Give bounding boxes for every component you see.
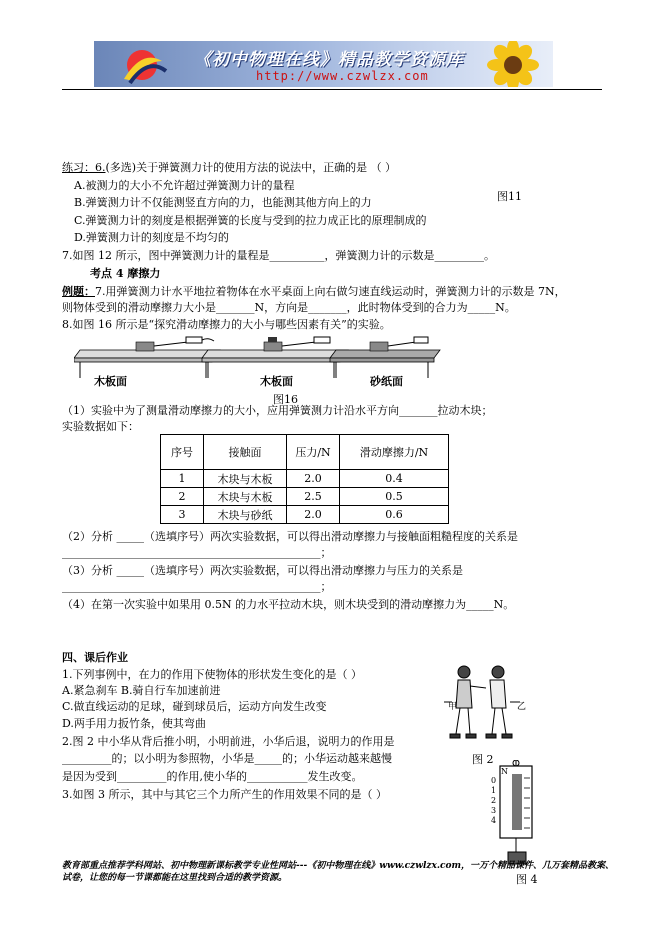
table-header: 序号 <box>161 435 204 470</box>
scale-tick-0: 0 <box>491 776 497 785</box>
homework-q2-line-1: 2.图 2 中小华从背后推小明，小明前进，小华后退，说明力的作用是 <box>62 735 395 748</box>
homework-q1: 1.下列事例中，在力的作用下使物体的形状发生变化的是（ ） <box>62 668 362 681</box>
exercise-q6 <box>62 161 396 174</box>
table-row <box>161 470 449 488</box>
header-banner <box>94 41 553 87</box>
q6-option-b: B.弹簧测力计不仅能测竖直方向的力，也能测其他方向上的力 <box>74 196 372 209</box>
figure-16-label-2: 木板面 <box>260 375 293 388</box>
homework-q1-d: D.两手用力扳竹条，使其弯曲 <box>62 717 206 730</box>
sub-question-2-blank: _______________________________________________； <box>62 546 332 559</box>
homework-q1-c: C.做直线运动的足球，碰到球员后，运动方向发生改变 <box>62 700 327 713</box>
example-label: 例题： <box>62 285 95 298</box>
sub-question-3-blank: _______________________________________________； <box>62 580 332 593</box>
q6-option-c: C.弹簧测力计的刻度是根据弹簧的长度与受到的拉力成正比的原理制成的 <box>74 214 427 227</box>
example-line-1 <box>62 285 566 298</box>
homework-q3: 3.如图 3 所示，其中与其它三个力所产生的作用效果不同的是（ ） <box>62 788 387 801</box>
table-cell: 木块与木板 <box>204 488 287 506</box>
site-logo-icon <box>112 41 172 87</box>
q6-option-d: D.弹簧测力计的刻度是不均匀的 <box>74 231 229 244</box>
scale-tick-3: 3 <box>491 806 497 815</box>
sunflower-icon <box>479 41 549 87</box>
figure-4-caption: 图 4 <box>516 873 538 886</box>
data-intro: 实验数据如下： <box>62 420 139 433</box>
table-header: 接触面 <box>204 435 287 470</box>
table-header: 滑动摩擦力/N <box>340 435 449 470</box>
table-cell: 0.4 <box>340 470 449 488</box>
table-cell: 0.5 <box>340 488 449 506</box>
figure-2-label-yi: 乙 <box>517 702 527 712</box>
scale-tick-4: 4 <box>491 816 497 825</box>
homework-q1-ab: A.紧急刹车 B.骑自行车加速前进 <box>62 684 221 697</box>
table-cell: 0.6 <box>340 506 449 524</box>
figure-16-caption: 图16 <box>273 393 298 406</box>
homework-q2-line-2: _________的；以小明为参照物，小华是_____的；小华运动越来越慢 <box>62 752 392 765</box>
example-text-1: 7.用弹簧测力计水平地拉着物体在水平桌面上向右做匀速直线运动时，弹簧测力计的示数是 7N， <box>95 285 566 298</box>
table-cell: 2.5 <box>287 488 340 506</box>
section-4-title: 考点 4 摩擦力 <box>90 267 161 280</box>
table-row <box>161 506 449 524</box>
homework-title: 四、课后作业 <box>62 651 128 664</box>
table-header-row <box>161 435 449 470</box>
table-cell: 3 <box>161 506 204 524</box>
sub-question-3: （3）分析 _____（选填序号）两次实验数据，可以得出滑动摩擦力与压力的关系是 <box>62 564 463 577</box>
exercise-q7: 7.如图 12 所示，图中弹簧测力计的量程是__________，弹簧测力计的示数是_________。 <box>62 249 495 262</box>
sub-question-4: （4）在第一次实验中如果用 0.5N 的力水平拉动木块，则木块受到的滑动摩擦力为_____N。 <box>62 598 515 611</box>
table-cell: 木块与木板 <box>204 470 287 488</box>
figure-16-label-3: 砂纸面 <box>370 375 403 388</box>
table-cell: 1 <box>161 470 204 488</box>
experiment-data-table <box>160 434 449 524</box>
figure-2-caption: 图 2 <box>472 753 494 766</box>
figure-16-label-1: 木板面 <box>94 375 127 388</box>
banner-title: 《初中物理在线》精品教学资源库 <box>194 50 464 70</box>
table-cell: 2 <box>161 488 204 506</box>
exercise-q6-text: (多选)关于弹簧测力计的使用方法的说法中，正确的是 （ ） <box>105 161 397 174</box>
question-8: 8.如图 16 所示是“探究滑动摩擦力的大小与哪些因素有关”的实验。 <box>62 318 391 331</box>
example-line-2: 则物体受到的滑动摩擦力大小是_______N，方向是_______，此时物体受到的合力为_____N。 <box>62 301 516 314</box>
table-header: 压力/N <box>287 435 340 470</box>
figure-11-caption: 图11 <box>497 190 522 203</box>
banner-url[interactable]: http://www.czwlzx.com <box>256 69 429 83</box>
table-row <box>161 488 449 506</box>
q6-option-a: A.被测力的大小不允许超过弹簧测力计的量程 <box>74 179 295 192</box>
scale-tick-2: 2 <box>491 796 497 805</box>
sub-question-2: （2）分析 _____（选填序号）两次实验数据，可以得出滑动摩擦力与接触面粗糙程度的关系是 <box>62 530 518 543</box>
friction-setup-1 <box>74 337 220 378</box>
scale-unit-label: N <box>501 767 508 776</box>
table-cell: 2.0 <box>287 506 340 524</box>
figure-2-label-jia: 甲 <box>448 702 458 712</box>
sub-question-1: （1）实验中为了测量滑动摩擦力的大小，应用弹簧测力计沿水平方向_______拉动木块； <box>62 404 493 417</box>
page-footer: 教育部重点推荐学科网站、初中物理新课标教学专业性网站---《初中物理在线》www.czwlzx.com，一万个精品课件、几万套精品教案、试卷，让您的每一节课都能在这里找到合适的教学资源。 <box>62 861 615 883</box>
table-cell: 木块与砂纸 <box>204 506 287 524</box>
exercise-q6-prefix: 练习：6. <box>62 161 106 174</box>
header-divider <box>62 89 602 90</box>
homework-q2-line-3: 是因为受到_________的作用,使小华的___________发生改变。 <box>62 770 363 783</box>
table-cell: 2.0 <box>287 470 340 488</box>
friction-setup-2 <box>202 337 348 378</box>
friction-setup-3 <box>330 337 440 378</box>
scale-tick-1: 1 <box>491 786 497 795</box>
